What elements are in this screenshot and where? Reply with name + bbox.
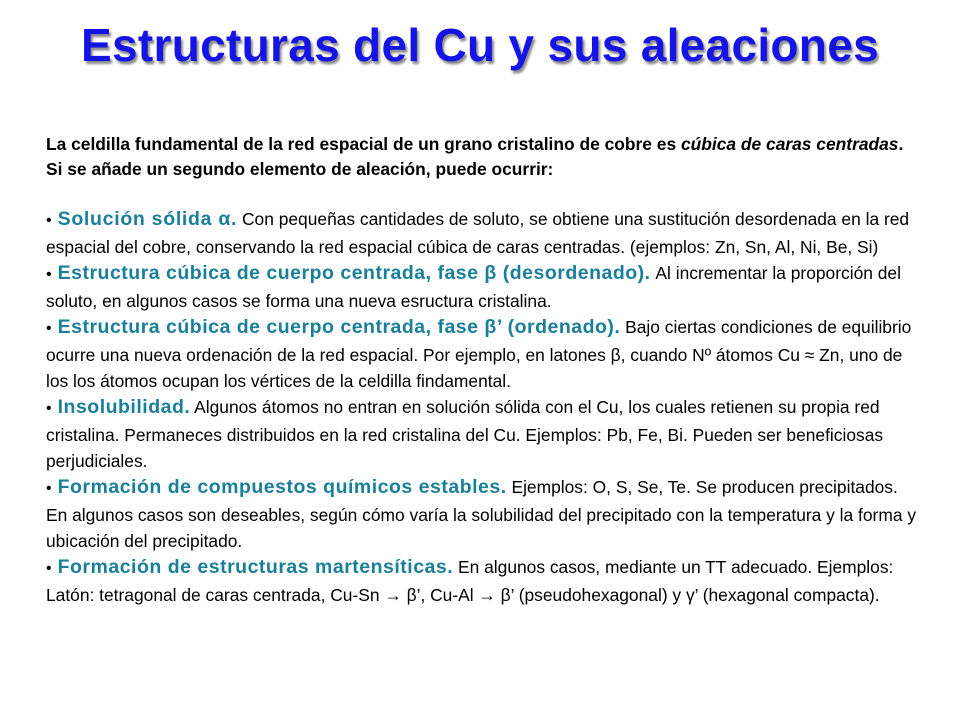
bullet-heading: Estructura cúbica de cuerpo centrada, fase β (desordenado).: [57, 262, 651, 284]
intro-italic-text: cúbica de caras centradas: [680, 134, 899, 154]
bullet-heading: Solución sólida α.: [57, 208, 238, 230]
bullet-item-fase-beta: [46, 260, 922, 314]
bullet-item-solucion-solida: [46, 206, 922, 260]
bullet-item-estructuras-martensiticas: [46, 554, 922, 608]
bullet-dot-icon: •: [46, 400, 52, 417]
bullet-heading: Insolubilidad.: [57, 396, 191, 418]
bullet-dot-icon: •: [46, 560, 52, 577]
bullet-item-insolubilidad: [46, 394, 922, 474]
bullet-item-compuestos-quimicos: [46, 474, 922, 554]
intro-text-part-1: La celdilla fundamental de la red espacial de un grano cristalino de cobre es: [46, 134, 681, 154]
intro-paragraph: [46, 132, 920, 182]
bullet-dot-icon: •: [46, 212, 52, 229]
bullet-heading: Estructura cúbica de cuerpo centrada, fase β’ (ordenado).: [57, 316, 621, 338]
bullet-text: Con pequeñas cantidades de soluto, se obtiene una sustitución desordenada en la red espacial del cobre, conservando la red espacial cúbica de caras centradas. (ejemplos: Zn, Sn, Al, Ni, Be, Si): [46, 209, 910, 257]
bullet-dot-icon: •: [46, 266, 52, 283]
bullet-dot-icon: •: [46, 480, 52, 497]
slide-title: Estructuras del Cu y sus aleaciones: [81, 19, 879, 71]
intro-text-part-2: . Si se añade un segundo elemento de aleación, puede ocurrir:: [46, 134, 904, 179]
bullet-text: Ejemplos: O, S, Se, Te. Se producen precipitados. En algunos casos son deseables, según cómo varía la solubilidad del precipitado con la temperatura y la forma y ubicación del precipitado.: [46, 477, 917, 551]
bullet-list: [46, 206, 922, 608]
bullet-heading: Formación de estructuras martensíticas.: [57, 556, 454, 578]
bullet-text: Algunos átomos no entran en solución sólida con el Cu, los cuales retienen su propia red cristalina. Permaneces distribuidos en la red cristalina del Cu. Ejemplos: Pb, Fe, Bi. Pueden ser beneficiosas perjudiciales.: [46, 397, 884, 471]
bullet-dot-icon: •: [46, 320, 52, 337]
bullet-text: Bajo ciertas condiciones de equilibrio ocurre una nueva ordenación de la red espacial. Por ejemplo, en latones β, cuando Nº átomos Cu ≈ Zn, uno de los los átomos ocupan los vértices de la celdilla findamental.: [46, 317, 912, 391]
bullet-text: Al incrementar la proporción del soluto, en algunos casos se forma una nueva esructura cristalina.: [46, 263, 901, 311]
bullet-heading: Formación de compuestos químicos estables.: [57, 476, 507, 498]
bullet-item-fase-beta-prima: [46, 314, 922, 394]
bullet-text: En algunos casos, mediante un TT adecuado. Ejemplos: Latón: tetragonal de caras centrada, Cu-Sn → β’, Cu-Al → β’ (pseudohexagonal) y γ’ (hexagonal compacta).: [46, 557, 894, 605]
